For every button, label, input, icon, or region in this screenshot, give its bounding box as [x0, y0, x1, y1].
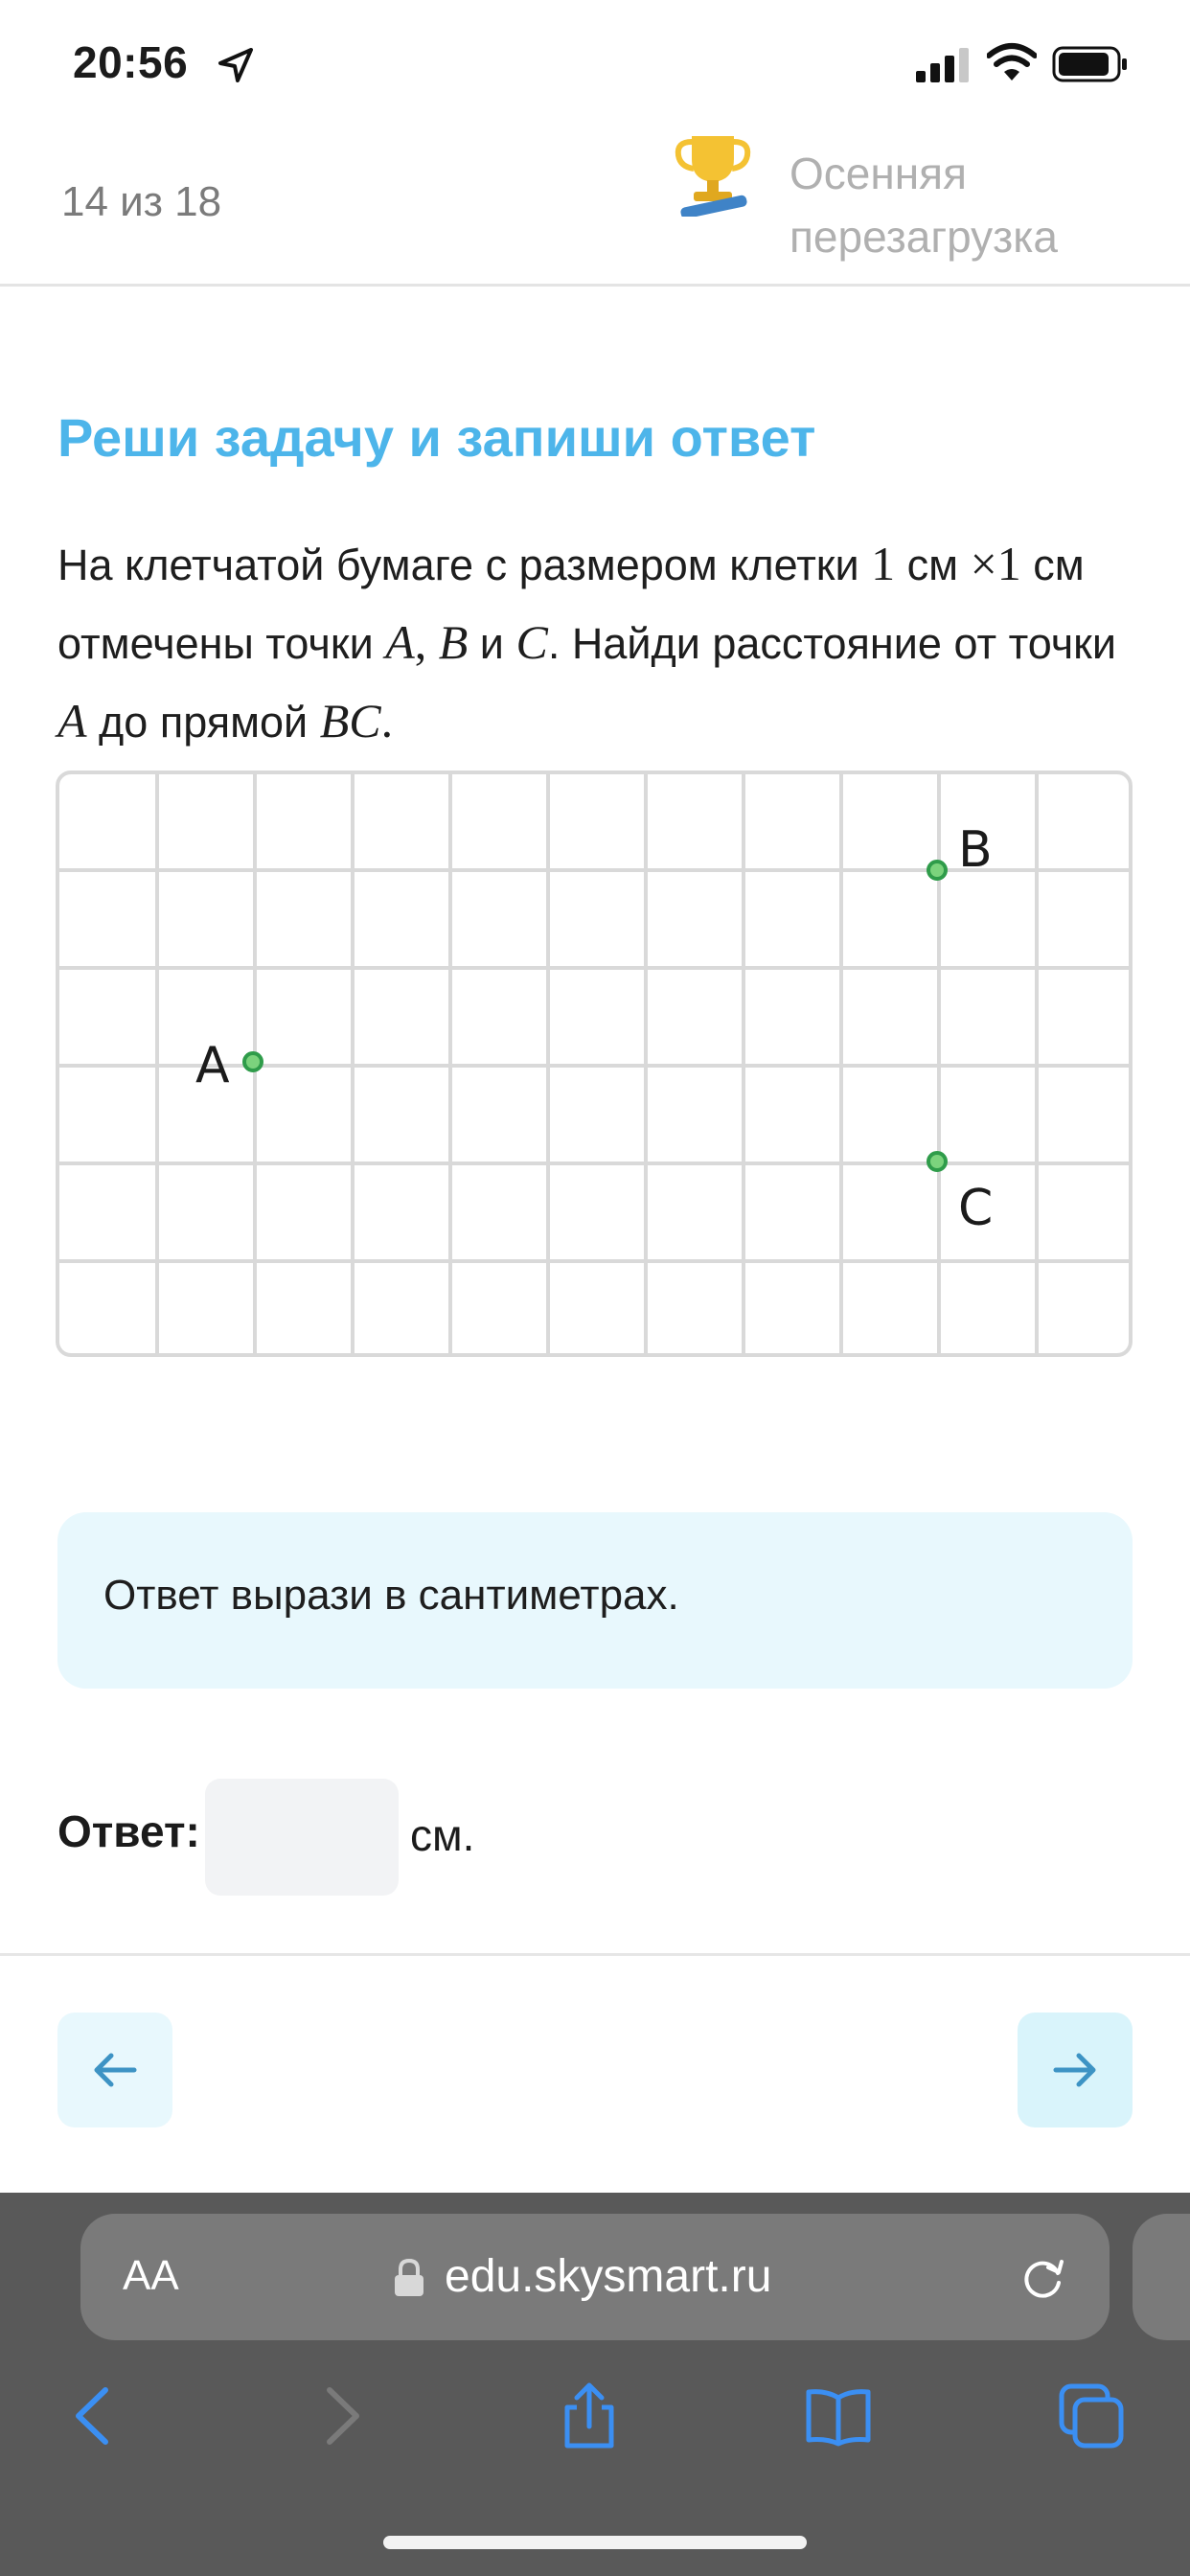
answer-unit: см. [410, 1810, 475, 1860]
previous-task-button[interactable] [57, 2012, 172, 2128]
task-statement: На клетчатой бумаге с размером клетки 1 см ×1 см отмечены точки A, B и C. Найди расстояние от точки A до прямой BC. [57, 537, 1117, 748]
point-b [928, 862, 946, 879]
bookmarks-icon[interactable] [805, 2382, 872, 2450]
location-arrow-icon [217, 46, 255, 84]
content-divider [0, 1953, 1190, 1956]
reader-settings-button[interactable]: AA [123, 2252, 179, 2299]
next-task-button[interactable] [1018, 2012, 1133, 2128]
point-c-label: C [958, 1180, 994, 1237]
header-divider [0, 284, 1190, 287]
task-progress: 14 из 18 [61, 178, 222, 225]
arrow-right-icon [1052, 2051, 1098, 2089]
tabs-icon[interactable] [1058, 2382, 1125, 2450]
answer-label: Ответ: [57, 1806, 200, 1856]
forward-icon[interactable] [307, 2382, 374, 2450]
share-icon[interactable] [556, 2382, 623, 2450]
wifi-icon [987, 42, 1037, 82]
answer-input[interactable] [205, 1779, 399, 1896]
home-indicator [383, 2536, 807, 2549]
reload-icon[interactable] [1019, 2254, 1067, 2302]
hint-text: Ответ вырази в сантиметрах. [103, 1572, 679, 1619]
lock-icon [393, 2258, 425, 2298]
arrow-left-icon [92, 2051, 138, 2089]
point-c [928, 1153, 946, 1170]
point-a [244, 1053, 262, 1070]
next-tab-preview[interactable] [1133, 2214, 1190, 2340]
trophy-icon [671, 130, 755, 217]
point-a-label: A [195, 1037, 230, 1094]
battery-icon [1052, 46, 1129, 82]
event-title[interactable]: Осенняя перезагрузка [790, 149, 1058, 262]
task-heading: Реши задачу и запиши ответ [57, 407, 816, 468]
cellular-signal-icon [916, 48, 970, 82]
point-b-label: B [958, 821, 993, 879]
url-text[interactable]: edu.skysmart.ru [445, 2251, 772, 2302]
status-time: 20:56 [73, 37, 189, 87]
grid-figure [56, 770, 1133, 1357]
back-icon[interactable] [61, 2382, 128, 2450]
